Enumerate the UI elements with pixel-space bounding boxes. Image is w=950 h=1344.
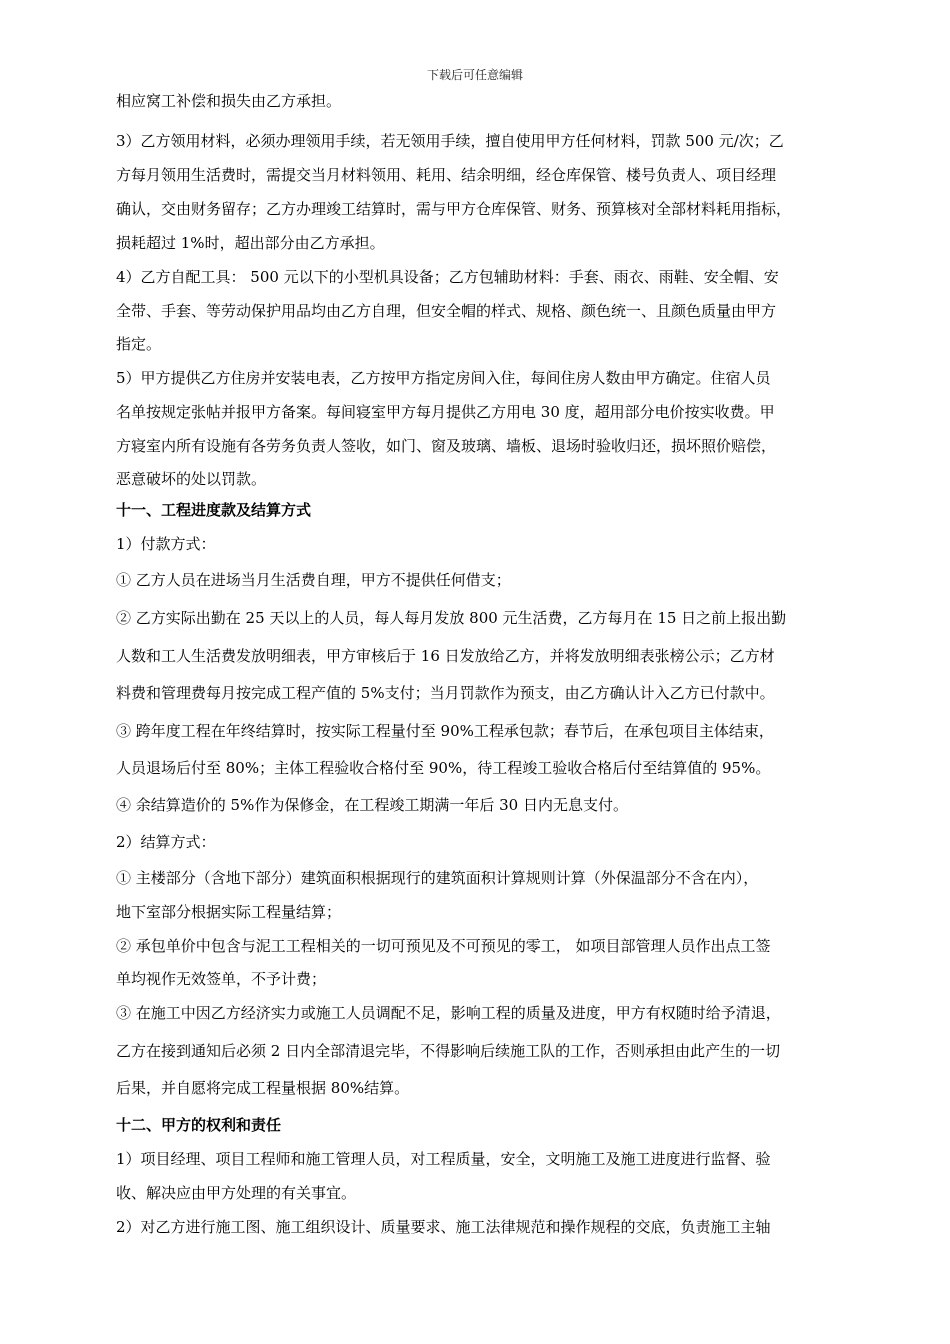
text-line: 全带、手套、等劳动保护用品均由乙方自理，但安全帽的样式、规格、颜色统一、且颜色质量由甲方	[116, 302, 777, 320]
text-line: 方每月领用生活费时，需提交当月材料领用、耗用、结余明细，经仓库保管、楼号负责人、项目经理	[116, 166, 777, 184]
text-line: 2）结算方式：	[116, 833, 216, 851]
text-line: 5）甲方提供乙方住房并安装电表，乙方按甲方指定房间入住，每间住房人数由甲方确定。住宿人员	[116, 369, 771, 387]
text-line: 3）乙方领用材料，必须办理领用手续，若无领用手续，擅自使用甲方任何材料，罚款 500 元/次；乙	[116, 132, 784, 150]
section-heading: 十二、甲方的权利和责任	[116, 1116, 282, 1134]
text-line: 后果，并自愿将完成工程量根据 80%结算。	[116, 1079, 410, 1097]
text-line: ② 乙方实际出勤在 25 天以上的人员，每人每月发放 800 元生活费，乙方每月在 15 日之前上报出勤	[116, 609, 787, 627]
text-line: ④ 余结算造价的 5%作为保修金，在工程竣工期满一年后 30 日内无息支付。	[116, 796, 628, 814]
text-line: 料费和管理费每月按完成工程产值的 5%支付；当月罚款作为预支，由乙方确认计入乙方已付款中。	[116, 684, 775, 702]
text-line: 收、解决应由甲方处理的有关事宜。	[116, 1184, 357, 1202]
text-line: 人员退场后付至 80%；主体工程验收合格付至 90%，待工程竣工验收合格后付至结算值的 95%。	[116, 759, 771, 777]
text-line: ③ 在施工中因乙方经济实力或施工人员调配不足，影响工程的质量及进度，甲方有权随时给予清退，	[116, 1004, 781, 1022]
text-line: ② 承包单价中包含与泥工工程相关的一切可预见及不可预见的零工， 如项目部管理人员作出点工签	[116, 937, 771, 955]
text-line: 单均视作无效签单，不予计费；	[116, 970, 327, 988]
text-line: 恶意破坏的处以罚款。	[116, 470, 267, 488]
text-line: ① 乙方人员在进场当月生活费自理，甲方不提供任何借支；	[116, 571, 511, 589]
text-line: 地下室部分根据实际工程量结算；	[116, 903, 342, 921]
text-line: ① 主楼部分（含地下部分）建筑面积根据现行的建筑面积计算规则计算（外保温部分不含在内），	[116, 869, 759, 887]
text-line: 乙方在接到通知后必须 2 日内全部清退完毕，不得影响后续施工队的工作，否则承担由此产生的一切	[116, 1042, 781, 1060]
text-line: 确认，交由财务留存；乙方办理竣工结算时，需与甲方仓库保管、财务、预算核对全部材料耗用指标，	[116, 200, 792, 218]
page-header: 下载后可任意编辑	[426, 68, 523, 82]
section-heading: 十一、工程进度款及结算方式	[116, 501, 312, 519]
text-line: 2）对乙方进行施工图、施工组织设计、质量要求、施工法律规范和操作规程的交底，负责施工主轴	[116, 1218, 771, 1236]
text-line: 方寝室内所有设施有各劳务负责人签收，如门、窗及玻璃、墙板、退场时验收归还，损坏照价赔偿，	[116, 437, 777, 455]
text-line: 损耗超过 1%时，超出部分由乙方承担。	[116, 234, 385, 252]
text-line: 相应窝工补偿和损失由乙方承担。	[116, 92, 342, 110]
text-line: ③ 跨年度工程在年终结算时，按实际工程量付至 90%工程承包款；春节后，在承包项目主体结束，	[116, 722, 774, 740]
text-line: 名单按规定张帖并报甲方备案。每间寝室甲方每月提供乙方用电 30 度，超用部分电价按实收费。甲	[116, 403, 775, 421]
text-line: 1）付款方式：	[116, 535, 216, 553]
text-line: 4）乙方自配工具： 500 元以下的小型机具设备；乙方包辅助材料：手套、雨衣、雨鞋、安全帽、安	[116, 268, 779, 286]
text-line: 1）项目经理、项目工程师和施工管理人员，对工程质量，安全，文明施工及施工进度进行监督、验	[116, 1150, 771, 1168]
text-line: 指定。	[116, 335, 162, 353]
text-line: 人数和工人生活费发放明细表，甲方审核后于 16 日发放给乙方，并将发放明细表张榜公示；乙方材	[116, 647, 775, 665]
